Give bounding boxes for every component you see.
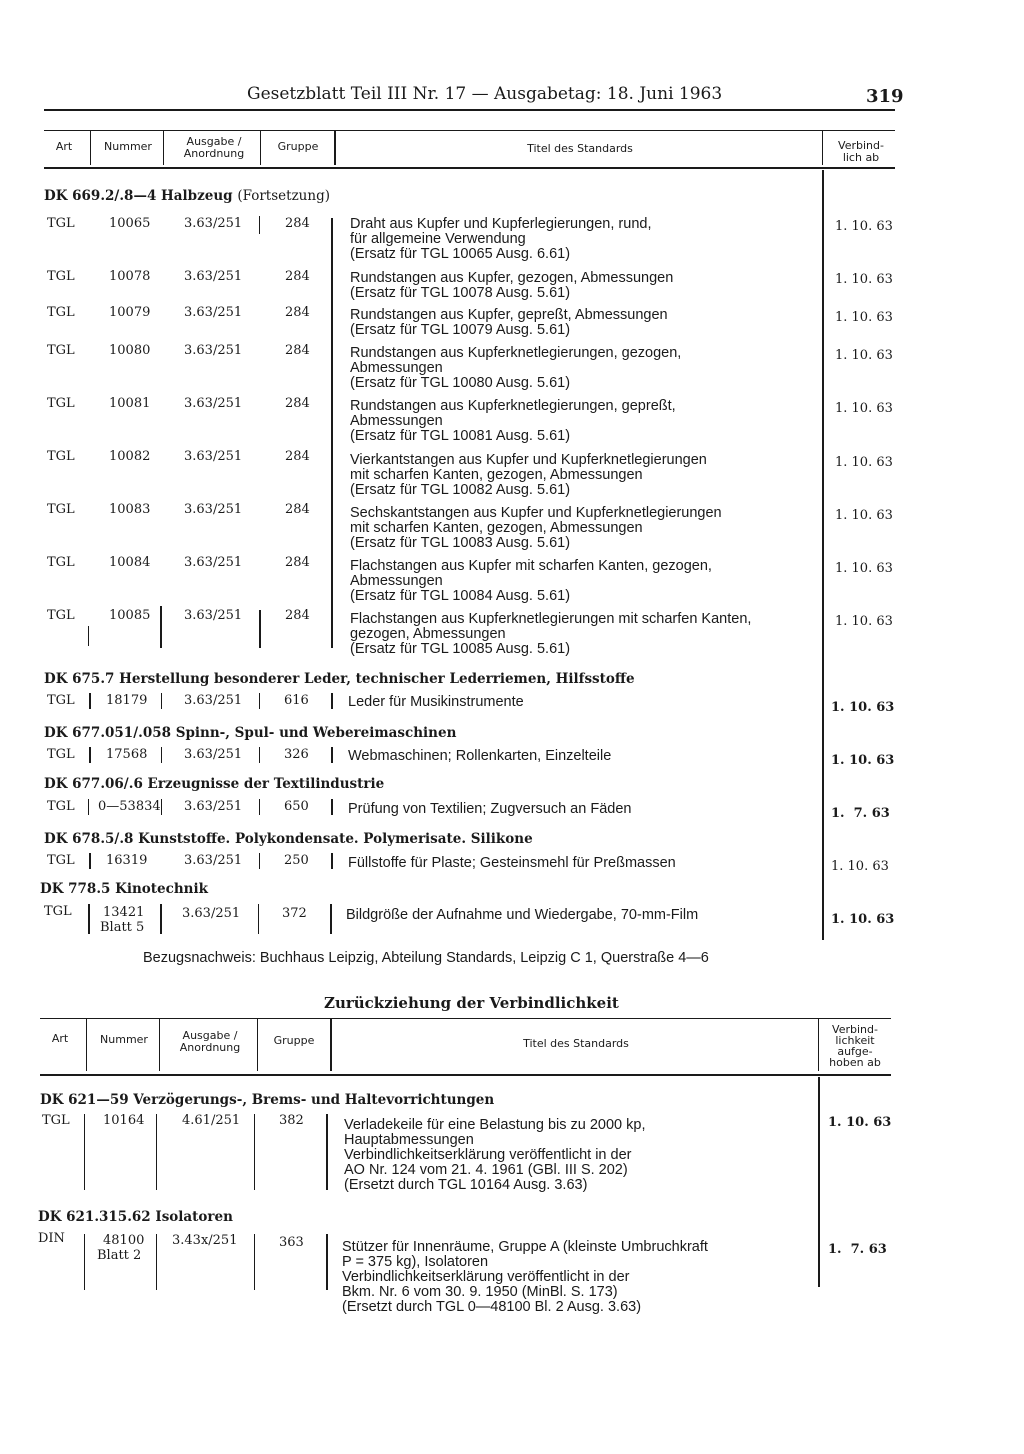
cell-titel-line: (Ersatz für TGL 10079 Ausg. 5.61): [350, 322, 571, 338]
cell-titel-line: gezogen, Abmessungen: [350, 626, 506, 642]
cell-titel-line: Rundstangen aus Kupfer, gezogen, Abmessungen: [350, 270, 674, 286]
cell-datum: 1. 10. 63: [835, 348, 893, 363]
cell-titel-line: Abmessungen: [350, 413, 443, 429]
cell-gruppe: 650: [284, 799, 309, 814]
cell-divider: [89, 747, 91, 763]
cell-nummer: 10078: [109, 269, 151, 284]
cell-gruppe: 284: [285, 216, 310, 231]
col-titel: Titel des Standards: [527, 142, 633, 155]
cell-divider: [331, 853, 333, 869]
cell-divider: [259, 693, 260, 709]
cell-titel-line: Sechskantstangen aus Kupfer und Kupferknetlegierungen: [350, 505, 722, 521]
cell-divider: [88, 904, 90, 934]
section2-title: Zurückziehung der Verbindlichkeit: [324, 994, 619, 1012]
cell-art: TGL: [47, 747, 75, 762]
cell-divider: [254, 1234, 255, 1290]
col-nummer: Nummer: [100, 1033, 148, 1046]
col-verbindlichkeit-line3: aufge-: [837, 1045, 873, 1058]
cell-nummer: 0—53834: [98, 799, 161, 814]
section-heading: DK 621—59 Verzögerungs-, Brems- und Haltevorrichtungen: [40, 1092, 495, 1108]
cell-nummer: 10082: [109, 449, 151, 464]
cell-datum: 1. 10. 63: [831, 753, 895, 768]
cell-nummer-blatt: Blatt 5: [100, 920, 145, 935]
cell-datum: 1. 10. 63: [831, 700, 895, 715]
cell-titel-line: (Ersetzt durch TGL 10164 Ausg. 3.63): [344, 1177, 588, 1193]
cell-divider: [88, 799, 89, 815]
cell-nummer: 10079: [109, 305, 151, 320]
cell-titel-line: (Ersatz für TGL 10080 Ausg. 5.61): [350, 375, 571, 391]
cell-divider: [161, 747, 162, 763]
cell-gruppe: 284: [285, 343, 310, 358]
cell-nummer: 16319: [106, 853, 148, 868]
table2-date-column-rule: [818, 1077, 820, 1287]
cell-gruppe: 284: [285, 396, 310, 411]
cell-titel-line: Verbindlichkeitserklärung veröffentlicht in der: [344, 1147, 632, 1163]
cell-titel-line: Stützer für Innenräume, Gruppe A (kleinste Umbruchkraft: [342, 1239, 708, 1255]
cell-titel-line: Leder für Musikinstrumente: [348, 694, 524, 710]
cell-ausgabe: 3.63/251: [184, 502, 243, 517]
cell-divider: [331, 693, 333, 709]
table1-header-divider: [822, 131, 823, 165]
cell-divider: [259, 799, 260, 815]
cell-divider: [84, 1114, 85, 1190]
section-heading: DK 621.315.62 Isolatoren: [38, 1209, 233, 1225]
section-heading: DK 675.7 Herstellung besonderer Leder, technischer Lederriemen, Hilfsstoffe: [44, 671, 635, 687]
cell-datum: 1. 10. 63: [831, 859, 889, 874]
cell-titel-line: Abmessungen: [350, 360, 443, 376]
cell-datum: 1. 7. 63: [831, 806, 890, 821]
cell-ausgabe: 3.63/251: [184, 853, 243, 868]
cell-titel-line: mit scharfen Kanten, gezogen, Abmessungen: [350, 520, 643, 536]
cell-art: TGL: [47, 305, 75, 320]
cell-titel-line: für allgemeine Verwendung: [350, 231, 526, 247]
table1-header-divider: [260, 131, 261, 165]
cell-titel-line: Vierkantstangen aus Kupfer und Kupferknetlegierungen: [350, 452, 707, 468]
cell-datum: 1. 10. 63: [835, 401, 893, 416]
cell-datum: 1. 10. 63: [835, 614, 893, 629]
cell-datum: 1. 10. 63: [828, 1115, 892, 1130]
col-ausgabe-line1: Ausgabe /: [186, 135, 242, 148]
cell-nummer: 10083: [109, 502, 151, 517]
cell-art: TGL: [47, 853, 75, 868]
col-ausgabe-line1: Ausgabe /: [182, 1029, 238, 1042]
col-gruppe: Gruppe: [277, 140, 319, 153]
cell-gruppe: 284: [285, 555, 310, 570]
cell-nummer: 13421: [103, 905, 145, 920]
section-heading: DK 669.2/.8—4 Halbzeug (Fortsetzung): [44, 188, 330, 204]
section-heading: DK 778.5 Kinotechnik: [40, 881, 208, 897]
cell-ausgabe: 3.63/251: [184, 608, 243, 623]
cell-ausgabe: 3.63/251: [184, 747, 243, 762]
col-nummer: Nummer: [104, 140, 152, 153]
col-art: Art: [55, 140, 73, 153]
cell-divider: [330, 904, 332, 934]
table1-header-rule: [44, 167, 895, 169]
cell-ausgabe: 3.63/251: [184, 343, 243, 358]
cell-ausgabe: 3.63/251: [184, 305, 243, 320]
table1-top-rule: [44, 130, 895, 131]
cell-art: TGL: [47, 502, 75, 517]
cell-art: TGL: [47, 693, 75, 708]
cell-divider: [88, 626, 89, 646]
cell-titel-line: (Ersatz für TGL 10065 Ausg. 6.61): [350, 246, 571, 262]
cell-nummer: 10084: [109, 555, 151, 570]
cell-titel-line: Verbindlichkeitserklärung veröffentlicht in der: [342, 1269, 630, 1285]
table2-header-rule: [40, 1074, 891, 1076]
cell-nummer: 10164: [103, 1113, 145, 1128]
cell-ausgabe: 3.63/251: [184, 555, 243, 570]
cell-titel-line: Füllstoffe für Plaste; Gesteinsmehl für Preßmassen: [348, 855, 676, 871]
cell-art: TGL: [42, 1113, 70, 1128]
cell-nummer: 17568: [106, 747, 148, 762]
cell-ausgabe: 3.63/251: [184, 799, 243, 814]
col-verbindlichkeit-line2: lichkeit: [835, 1034, 875, 1047]
cell-ausgabe: 3.63/251: [184, 449, 243, 464]
cell-divider: [156, 1234, 157, 1290]
cell-divider: [326, 1114, 328, 1190]
cell-divider: [156, 1114, 157, 1190]
col-verbindlich-line1: Verbind-: [838, 139, 884, 152]
col-titel: Titel des Standards: [523, 1037, 629, 1050]
cell-gruppe: 250: [284, 853, 309, 868]
cell-titel-line: mit scharfen Kanten, gezogen, Abmessungen: [350, 467, 643, 483]
col-verbindlichkeit-line4: hoben ab: [829, 1056, 881, 1069]
cell-titel-line: AO Nr. 124 vom 21. 4. 1961 (GBl. III S. 202): [344, 1162, 628, 1178]
col-ausgabe-line2: Anordnung: [179, 1041, 241, 1054]
section-heading: DK 677.06/.6 Erzeugnisse der Textilindustrie: [44, 776, 385, 792]
header-rule: [44, 109, 895, 111]
cell-datum: 1. 10. 63: [835, 508, 893, 523]
cell-art: TGL: [47, 269, 75, 284]
cell-nummer: 10065: [109, 216, 151, 231]
col-art: Art: [51, 1032, 69, 1045]
cell-nummer: 10085: [109, 608, 151, 623]
cell-divider: [160, 904, 162, 934]
cell-divider: [89, 853, 91, 869]
cell-ausgabe: 3.63/251: [184, 693, 243, 708]
cell-datum: 1. 10. 63: [835, 272, 893, 287]
cell-art: TGL: [47, 799, 75, 814]
table2-header-divider: [159, 1019, 160, 1071]
cell-gruppe: 284: [285, 449, 310, 464]
table2-header-divider: [818, 1019, 819, 1071]
cell-nummer: 18179: [106, 693, 148, 708]
cell-divider: [89, 693, 91, 709]
cell-titel-line: Flachstangen aus Kupferknetlegierungen mit scharfen Kanten,: [350, 611, 752, 627]
cell-art: TGL: [47, 449, 75, 464]
cell-datum: 1. 7. 63: [828, 1242, 887, 1257]
cell-gruppe: 284: [285, 502, 310, 517]
cell-art: TGL: [47, 555, 75, 570]
cell-titel-line: (Ersatz für TGL 10083 Ausg. 5.61): [350, 535, 571, 551]
bezugsnachweis: Bezugsnachweis: Buchhaus Leipzig, Abteilung Standards, Leipzig C 1, Querstraße 4—6: [143, 950, 709, 966]
cell-gruppe: 363: [279, 1235, 304, 1250]
cell-titel-line: Rundstangen aus Kupferknetlegierungen, gezogen,: [350, 345, 682, 361]
cell-art: TGL: [44, 904, 72, 919]
cell-divider: [161, 693, 162, 709]
cell-divider: [161, 799, 162, 815]
cell-titel-line: Bildgröße der Aufnahme und Wiedergabe, 70-mm-Film: [346, 907, 699, 923]
table1-header-divider: [163, 131, 164, 165]
cell-art: TGL: [47, 396, 75, 411]
table1-header-divider: [90, 131, 91, 165]
cell-art: TGL: [47, 216, 75, 231]
page-number: 319: [866, 86, 904, 107]
cell-nummer: 48100: [103, 1233, 145, 1248]
cell-divider: [84, 1234, 85, 1290]
cell-titel-line: Hauptabmessungen: [344, 1132, 474, 1148]
col-gruppe: Gruppe: [273, 1034, 315, 1047]
cell-divider: [259, 853, 260, 869]
cell-nummer: 10080: [109, 343, 151, 358]
table2-top-rule: [40, 1018, 891, 1019]
cell-titel-line: Rundstangen aus Kupferknetlegierungen, gepreßt,: [350, 398, 676, 414]
cell-datum: 1. 10. 63: [835, 219, 893, 234]
cell-divider: [326, 1234, 328, 1290]
cell-divider: [254, 1114, 255, 1190]
table2-header-divider: [86, 1019, 87, 1071]
cell-ausgabe: 4.61/251: [182, 1113, 241, 1128]
cell-gruppe: 284: [285, 608, 310, 623]
cell-ausgabe: 3.43x/251: [172, 1233, 238, 1248]
table2-header-divider: [330, 1019, 332, 1071]
cell-titel-line: Abmessungen: [350, 573, 443, 589]
cell-divider: [259, 747, 260, 763]
cell-nummer: 10081: [109, 396, 151, 411]
cell-divider: [258, 904, 259, 934]
col-verbindlich-line2: lich ab: [842, 151, 880, 164]
cell-datum: 1. 10. 63: [835, 310, 893, 325]
cell-titel-line: (Ersatz für TGL 10082 Ausg. 5.61): [350, 482, 571, 498]
cell-titel-line: Webmaschinen; Rollenkarten, Einzelteile: [348, 748, 612, 764]
cell-gruppe: 284: [285, 305, 310, 320]
cell-divider: [160, 606, 162, 648]
cell-art: DIN: [38, 1231, 65, 1246]
col-verbindlichkeit-line1: Verbind-: [832, 1023, 878, 1036]
page-header-title: Gesetzblatt Teil III Nr. 17 — Ausgabetag: 18. Juni 1963: [247, 84, 723, 104]
cell-art: TGL: [47, 343, 75, 358]
cell-titel-line: (Ersatz für TGL 10085 Ausg. 5.61): [350, 641, 571, 657]
cell-art: TGL: [47, 608, 75, 623]
section-heading: DK 677.051/.058 Spinn-, Spul- und Webereimaschinen: [44, 725, 457, 741]
cell-titel-line: Prüfung von Textilien; Zugversuch an Fäden: [348, 801, 632, 817]
cell-gruppe: 284: [285, 269, 310, 284]
cell-gruppe: 616: [284, 693, 309, 708]
cell-titel-line: Verladekeile für eine Belastung bis zu 2000 kp,: [344, 1117, 646, 1133]
cell-datum: 1. 10. 63: [835, 455, 893, 470]
cell-titel-line: Rundstangen aus Kupfer, gepreßt, Abmessungen: [350, 307, 668, 323]
cell-datum: 1. 10. 63: [835, 561, 893, 576]
cell-ausgabe: 3.63/251: [182, 906, 241, 921]
table2-header-divider: [257, 1019, 258, 1071]
cell-gruppe: 382: [279, 1113, 304, 1128]
cell-titel-line: (Ersatz für TGL 10078 Ausg. 5.61): [350, 285, 571, 301]
cell-titel-line: (Ersetzt durch TGL 0—48100 Bl. 2 Ausg. 3.63): [342, 1299, 642, 1315]
cell-nummer-blatt: Blatt 2: [97, 1248, 142, 1263]
cell-ausgabe: 3.63/251: [184, 269, 243, 284]
col-ausgabe-line2: Anordnung: [183, 147, 245, 160]
cell-titel-line: Bkm. Nr. 6 vom 30. 9. 1950 (MinBl. S. 173): [342, 1284, 618, 1300]
cell-divider: [259, 610, 261, 648]
cell-titel-line: (Ersatz für TGL 10081 Ausg. 5.61): [350, 428, 571, 444]
table1-date-column-rule: [822, 170, 824, 940]
title-column-rule: [331, 218, 333, 648]
cell-divider: [259, 216, 260, 234]
cell-titel-line: P = 375 kg), Isolatoren: [342, 1254, 489, 1270]
section-heading: DK 678.5/.8 Kunststoffe. Polykondensate. Polymerisate. Silikone: [44, 831, 533, 847]
cell-gruppe: 372: [282, 906, 307, 921]
cell-ausgabe: 3.63/251: [184, 396, 243, 411]
cell-divider: [331, 747, 333, 763]
table1-header-divider: [334, 131, 336, 165]
cell-ausgabe: 3.63/251: [184, 216, 243, 231]
cell-titel-line: (Ersatz für TGL 10084 Ausg. 5.61): [350, 588, 571, 604]
cell-datum: 1. 10. 63: [831, 912, 895, 927]
cell-titel-line: Draht aus Kupfer und Kupferlegierungen, rund,: [350, 216, 652, 232]
cell-divider: [331, 799, 333, 815]
cell-gruppe: 326: [284, 747, 309, 762]
cell-titel-line: Flachstangen aus Kupfer mit scharfen Kanten, gezogen,: [350, 558, 712, 574]
